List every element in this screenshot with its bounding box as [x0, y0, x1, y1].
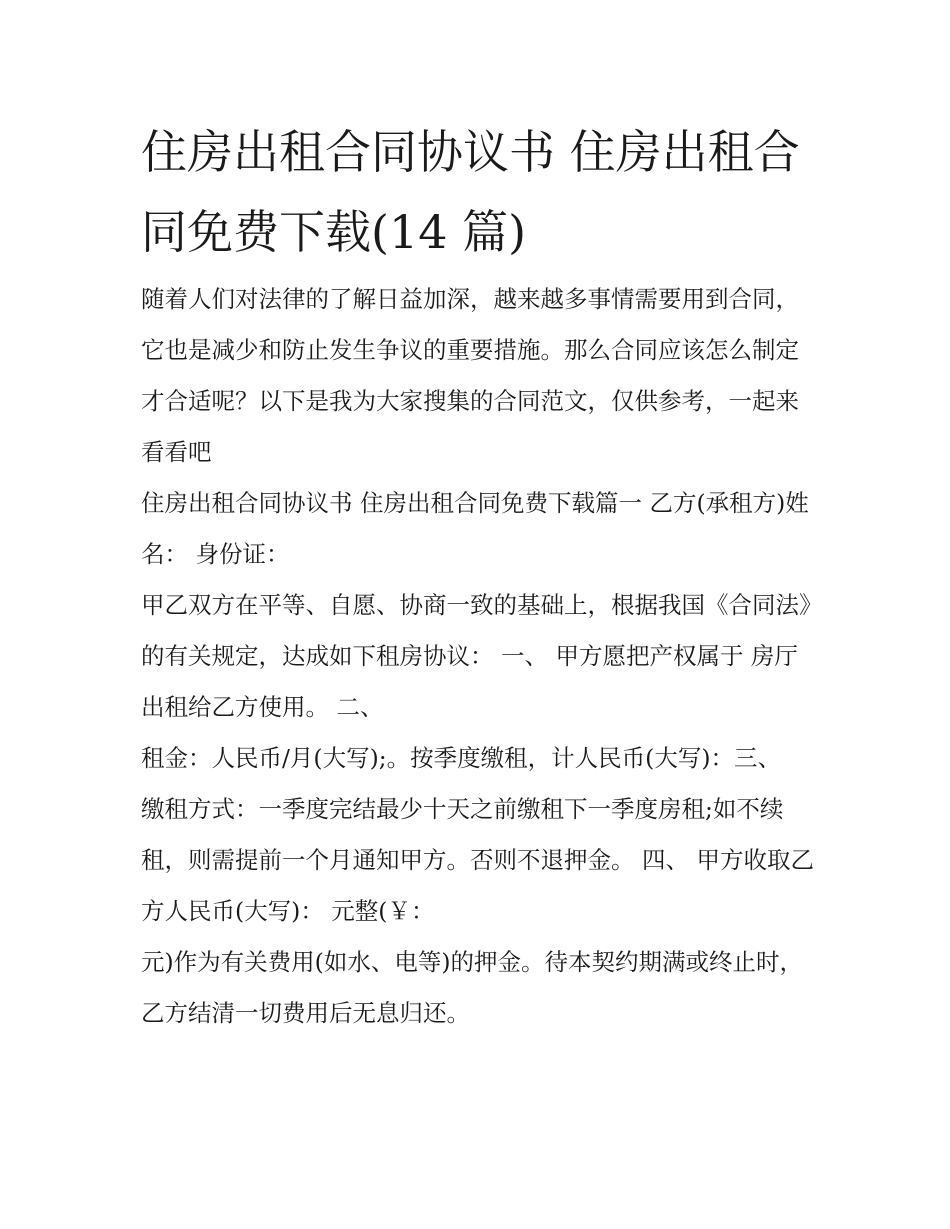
paragraph-intro: 随着人们对法律的了解日益加深，越来越多事情需要用到合同，它也是减少和防止发生争议的重要措施。那么合同应该怎么制定才合适呢？以下是我为大家搜集的合同范文，仅供参考，一起来看看吧 [141, 285, 799, 466]
paragraph-rent: 租金：人民币/月(大写);。按季度缴租，计人民币(大写)：三、 [141, 744, 782, 772]
document-body [141, 274, 821, 1039]
paragraph-agreement: 甲乙双方在平等、自愿、协商一致的基础上，根据我国《合同法》的有关规定，达成如下租房协议： 一、 甲方愿把产权属于 房厅出租给乙方使用。 二、 [141, 591, 811, 721]
paragraph-deposit: 元)作为有关费用(如水、电等)的押金。待本契约期满或终止时，乙方结清一切费用后无息归还。 [141, 948, 804, 1027]
document-title: 住房出租合同协议书 住房出租合同免费下载(14 篇) [141, 125, 800, 259]
paragraph-section-heading: 住房出租合同协议书 住房出租合同免费下载篇一 乙方(承租方)姓名： 身份证： [141, 489, 809, 568]
paragraph-payment: 缴租方式：一季度完结最少十天之前缴租下一季度房租;如不续租，则需提前一个月通知甲方。否则不退押金。 四、 甲方收取乙方人民币(大写)： 元整(￥： [141, 795, 814, 925]
